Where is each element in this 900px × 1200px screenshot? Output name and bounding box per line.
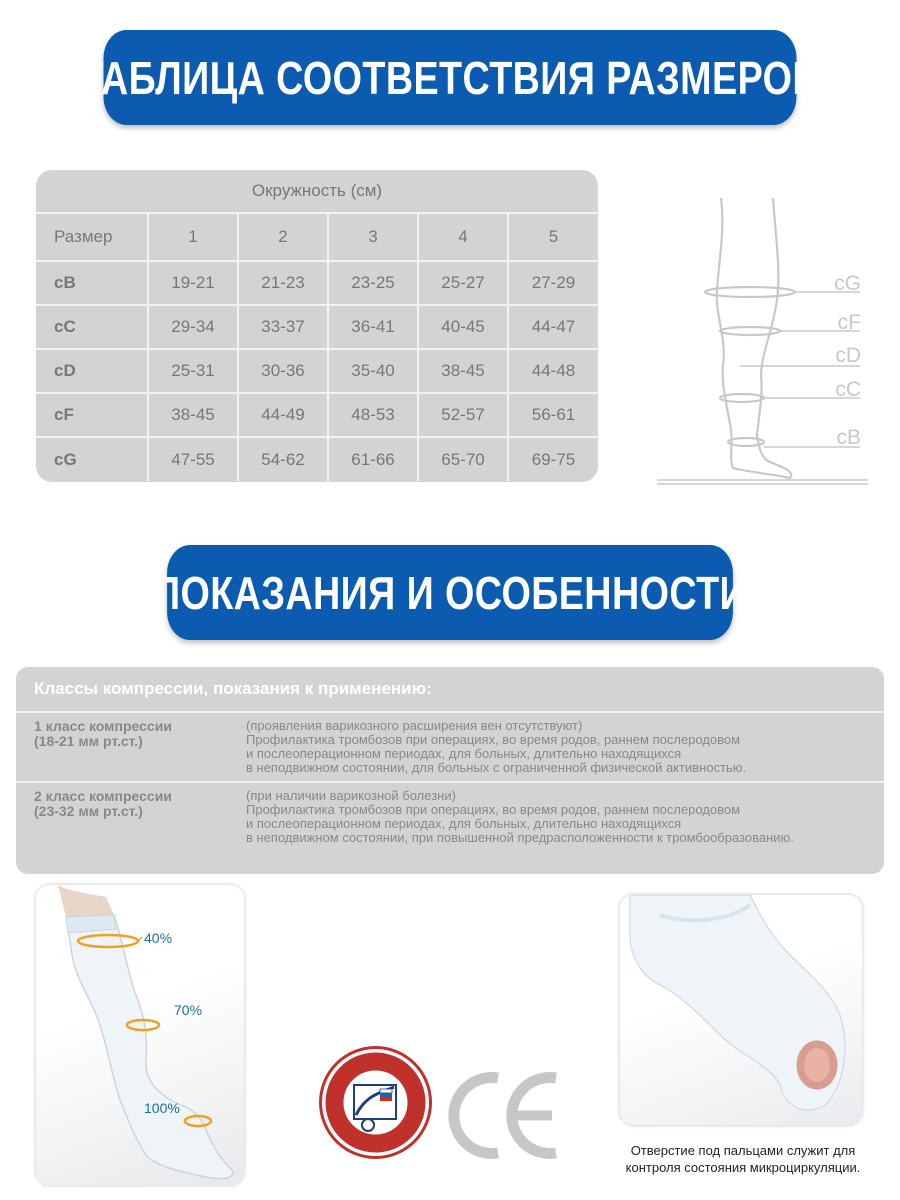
table-cell: 25-31 (148, 349, 238, 393)
leg-label-cb: cB (836, 426, 861, 449)
leg-label-cf: cF (837, 311, 861, 334)
table-cell: 30-36 (238, 349, 328, 393)
size-code-cell: cB (36, 261, 148, 305)
open-toe-photo-panel (620, 895, 862, 1125)
compression-class-name: 2 класс компрессии (34, 788, 172, 804)
leg-label-cd: cD (835, 344, 861, 367)
leg-label-cg: cG (834, 272, 861, 295)
indications-banner (152, 545, 748, 640)
size-table-header-cell: 3 (328, 213, 418, 261)
description-line: (при наличии варикозной болезни) (246, 788, 456, 803)
table-cell: 61-66 (328, 437, 418, 481)
size-table-header-cell: 1 (148, 213, 238, 261)
certification-seal-icon (318, 1045, 433, 1160)
compression-panel-title: Классы компрессии, показания к применению: (16, 667, 884, 713)
table-cell: 27-29 (508, 261, 598, 305)
table-cell: 35-40 (328, 349, 418, 393)
size-table-banner-title: ТАБЛИЦА СООТВЕТСТВИЯ РАЗМЕРОВ (79, 51, 821, 104)
table-cell: 23-25 (328, 261, 418, 305)
table-cell: 69-75 (508, 437, 598, 481)
size-table-header-cell: Размер (36, 213, 148, 261)
leg-outline-icon (717, 198, 792, 478)
table-cell: 52-57 (418, 393, 508, 437)
table-cell: 44-47 (508, 305, 598, 349)
table-row (36, 393, 598, 437)
table-cell: 19-21 (148, 261, 238, 305)
size-table (36, 170, 598, 482)
stocking-leg-icon (36, 885, 244, 1185)
ce-mark-icon (448, 1068, 563, 1163)
size-table-header-row (36, 213, 598, 261)
compression-class-row (16, 713, 884, 775)
size-table-header-cell: 5 (508, 213, 598, 261)
size-code-cell: cC (36, 305, 148, 349)
table-cell: 25-27 (418, 261, 508, 305)
table-cell: 44-48 (508, 349, 598, 393)
description-line: и послеоперационном периодах, для больных, длительно находящихся (246, 816, 682, 831)
open-toe-foot-icon (620, 895, 862, 1125)
description-line: Профилактика тромбозов при операциях, во время родов, раннем послеродовом (246, 802, 741, 817)
compression-class-row (16, 781, 884, 845)
table-cell: 38-45 (148, 393, 238, 437)
table-cell: 48-53 (328, 393, 418, 437)
compression-panel (16, 667, 884, 874)
size-code-cell: cF (36, 393, 148, 437)
table-cell: 65-70 (418, 437, 508, 481)
compression-class-name: 1 класс компрессии (34, 718, 172, 734)
table-row (36, 261, 598, 305)
leg-measurement-diagram (655, 190, 870, 490)
size-table-banner (79, 30, 821, 125)
size-code-cell: cD (36, 349, 148, 393)
table-cell: 40-45 (418, 305, 508, 349)
table-cell: 33-37 (238, 305, 328, 349)
size-table-header-cell: 4 (418, 213, 508, 261)
compression-percent-40: 40% (144, 930, 173, 946)
table-cell: 56-61 (508, 393, 598, 437)
table-cell: 54-62 (238, 437, 328, 481)
table-cell: 38-45 (418, 349, 508, 393)
compression-class-pressure: (23-32 мм рт.ст.) (34, 803, 143, 819)
compression-percent-100: 100% (144, 1100, 180, 1116)
size-table-grid (36, 212, 598, 481)
open-toe-caption-line: Отверстие под пальцами служит для (630, 1143, 856, 1158)
size-code-cell: cG (36, 437, 148, 481)
leg-label-cc: cC (835, 378, 861, 401)
compression-class-label (34, 719, 246, 775)
compression-class-label (34, 789, 246, 845)
compression-class-description (246, 719, 866, 775)
table-cell: 47-55 (148, 437, 238, 481)
stocking-photo-panel (36, 885, 244, 1185)
open-toe-caption (612, 1142, 874, 1176)
compression-class-pressure: (18-21 мм рт.ст.) (34, 733, 143, 749)
size-table-caption: Окружность (см) (251, 181, 383, 200)
table-cell: 44-49 (238, 393, 328, 437)
description-line: и послеоперационном периодах, для больных, длительно находящихся (246, 746, 682, 761)
compression-percent-70: 70% (174, 1002, 203, 1018)
indications-banner-title: ПОКАЗАНИЯ И ОСОБЕННОСТИ (152, 566, 748, 619)
description-line: в неподвижном состоянии, при повышенной предрасположенности к тромбообразованию. (246, 830, 794, 845)
table-cell: 29-34 (148, 305, 238, 349)
open-toe-caption-line: контроля состояния микроциркуляции. (625, 1160, 861, 1175)
table-cell: 36-41 (328, 305, 418, 349)
description-line: (проявления варикозного расширения вен отсутствуют) (246, 718, 583, 733)
compression-class-description (246, 789, 866, 845)
description-line: в неподвижном состоянии, для больных с ограниченной физической активностью. (246, 760, 747, 775)
table-row (36, 305, 598, 349)
table-row (36, 349, 598, 393)
size-table-header-cell: 2 (238, 213, 328, 261)
table-cell: 21-23 (238, 261, 328, 305)
description-line: Профилактика тромбозов при операциях, во время родов, раннем послеродовом (246, 732, 741, 747)
table-row (36, 437, 598, 481)
